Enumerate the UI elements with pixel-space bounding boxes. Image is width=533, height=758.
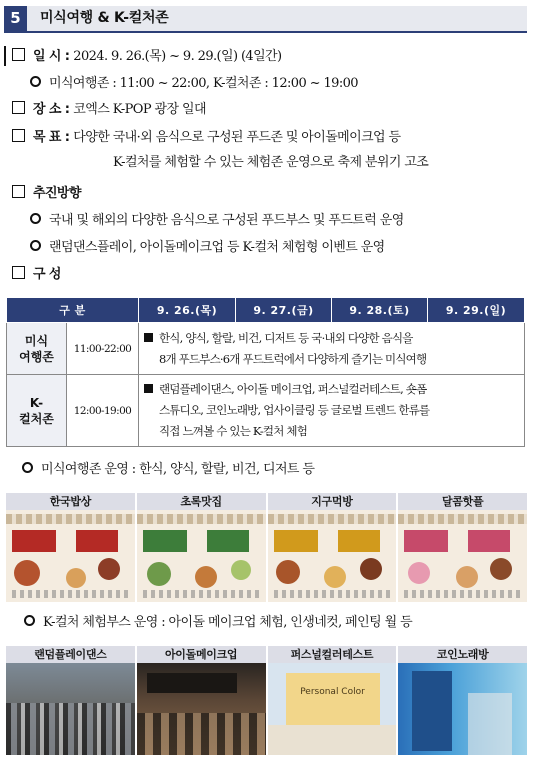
- food-booth-image: [6, 510, 135, 602]
- table-header-cell: 9. 28.(토): [332, 298, 428, 323]
- table-header-cell: 9. 26.(목): [139, 298, 236, 323]
- food-booth-card: [136, 492, 267, 603]
- checkbox-icon: [12, 266, 25, 279]
- direction-item: 랜덤댄스플레이, 아이돌메이크업 등 K-컬처 체험형 이벤트 운영: [30, 239, 385, 257]
- circle-bullet-icon: [30, 213, 41, 224]
- section-header: [4, 6, 527, 33]
- food-booth-image: [268, 510, 397, 602]
- food-caption-line: [22, 461, 314, 479]
- table-header-cell: 9. 29.(일): [428, 298, 525, 323]
- food-booth-card: [5, 492, 136, 603]
- goal-label: 목 표: [33, 130, 61, 145]
- culture-booth-label: 아이돌메이크업: [137, 646, 266, 663]
- culture-booth-gallery: [5, 645, 528, 756]
- row-time: 12:00-19:00: [67, 375, 139, 447]
- hours-line: [30, 75, 358, 93]
- culture-booth-card: [267, 645, 398, 756]
- left-marker-bar: [4, 46, 6, 66]
- culture-booth-card: [136, 645, 267, 756]
- row-description: 한식, 양식, 할랄, 비건, 디저트 등 국·내외 다양한 음식을 8개 푸드부스·6개 푸드트럭에서 다양하게 즐기는 미식여행: [139, 323, 525, 375]
- culture-booth-card: [5, 645, 136, 756]
- food-booth-card: [397, 492, 528, 603]
- food-booth-label: 달콤핫플: [398, 493, 527, 510]
- section-title: 미식여행 & K-컬처존: [40, 10, 169, 26]
- food-booth-label: 초록맛집: [137, 493, 266, 510]
- row-description: 랜덤플레이댄스, 아이돌 메이크업, 퍼스널컬러테스트, 숏폼 스튜디오, 코인노래방, 업사이클링 등 글로벌 트렌드 한류를 직접 느껴볼 수 있는 K-컬처 체험: [139, 375, 525, 447]
- square-bullet-icon: [144, 333, 153, 342]
- date-label: 일 시: [33, 49, 61, 64]
- row-time: 11:00-22:00: [67, 323, 139, 375]
- culture-booth-label: 퍼스널컬러테스트: [268, 646, 397, 663]
- culture-caption-line: [24, 614, 412, 632]
- square-bullet-icon: [144, 384, 153, 393]
- food-booth-label: 한국밥상: [6, 493, 135, 510]
- place-label: 장 소: [33, 102, 61, 117]
- food-caption: 미식여행존 운영 : 한식, 양식, 할랄, 비건, 디저트 등: [41, 462, 315, 477]
- food-booth-label: 지구먹방: [268, 493, 397, 510]
- culture-booth-photo: [6, 663, 135, 755]
- culture-booth-photo: [137, 663, 266, 755]
- food-booth-card: [267, 492, 398, 603]
- direction-item: 국내 및 해외의 다양한 음식으로 구성된 푸드부스 및 푸드트럭 운영: [30, 212, 404, 230]
- composition-table: [6, 297, 525, 447]
- culture-caption: K-컬처 체험부스 운영 : 아이돌 메이크업 체험, 인생네컷, 페인팅 월 등: [43, 615, 413, 630]
- date-value: 2024. 9. 26.(목) ~ 9. 29.(일) (4일간): [73, 49, 282, 64]
- checkbox-icon: [12, 185, 25, 198]
- circle-bullet-icon: [24, 615, 35, 626]
- table-row: [7, 323, 525, 375]
- row-label: 미식 여행존: [7, 323, 67, 375]
- section-number: 5: [4, 6, 27, 31]
- goal-line-2: K-컬처를 체험할 수 있는 체험존 운영으로 축제 분위기 고조: [113, 155, 429, 170]
- date-line: 일 시 : 2024. 9. 26.(목) ~ 9. 29.(일) (4일간): [12, 48, 282, 66]
- culture-booth-label: 랜덤플레이댄스: [6, 646, 135, 663]
- hours-text: 미식여행존 : 11:00 ~ 22:00, K-컬처존 : 12:00 ~ 19:00: [49, 76, 358, 91]
- goal-line-1: 다양한 국내·외 음식으로 구성된 푸드존 및 아이돌메이크업 등: [73, 130, 401, 145]
- circle-bullet-icon: [30, 76, 41, 87]
- table-header-cell: 9. 27.(금): [236, 298, 332, 323]
- culture-booth-label: 코인노래방: [398, 646, 527, 663]
- table-header-cell: 구 분: [7, 298, 139, 323]
- circle-bullet-icon: [22, 462, 33, 473]
- goal-line: 목 표 : 다양한 국내·외 음식으로 구성된 푸드존 및 아이돌메이크업 등: [12, 129, 401, 147]
- circle-bullet-icon: [30, 240, 41, 251]
- checkbox-icon: [12, 48, 25, 61]
- culture-booth-photo: [398, 663, 527, 755]
- checkbox-icon: [12, 101, 25, 114]
- culture-booth-card: [397, 645, 528, 756]
- food-booth-image: [137, 510, 266, 602]
- checkbox-icon: [12, 129, 25, 142]
- direction-heading: 추진방향: [33, 186, 81, 201]
- food-booth-gallery: [5, 492, 528, 603]
- culture-booth-photo: [268, 663, 397, 755]
- row-label: K- 컬처존: [7, 375, 67, 447]
- composition-heading: 구 성: [33, 267, 61, 282]
- composition-heading-line: [12, 266, 61, 284]
- food-booth-image: [398, 510, 527, 602]
- place-value: 코엑스 K-POP 광장 일대: [73, 102, 206, 117]
- table-row: [7, 375, 525, 447]
- direction-heading-line: [12, 185, 81, 203]
- photo-sign-text: Personal Color: [300, 687, 365, 697]
- table-header-row: [7, 298, 525, 323]
- place-line: 장 소 : 코엑스 K-POP 광장 일대: [12, 101, 206, 119]
